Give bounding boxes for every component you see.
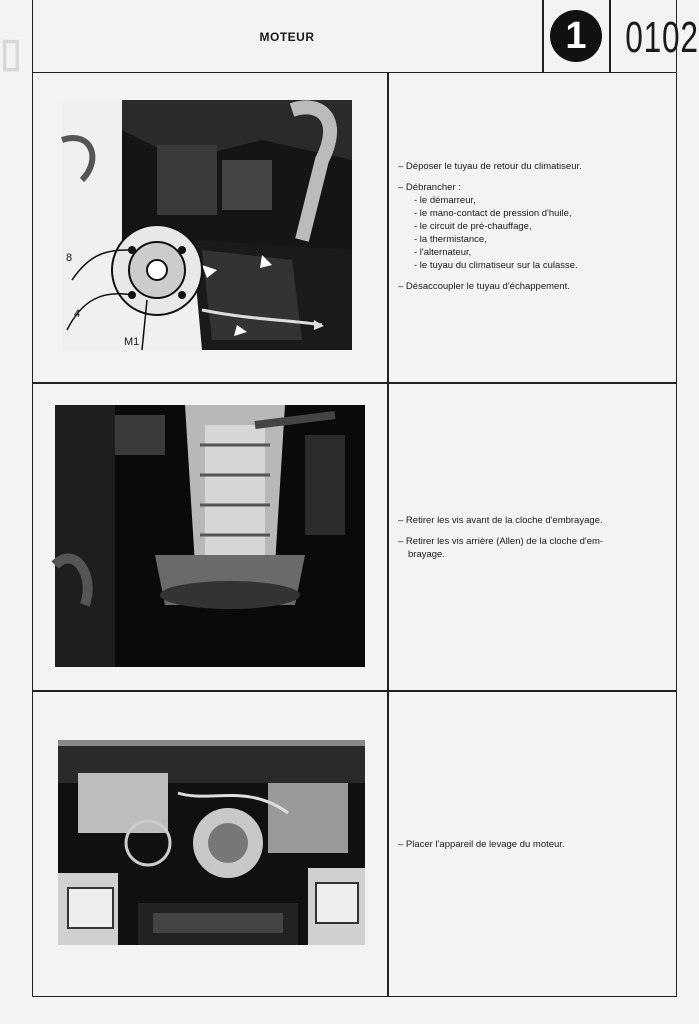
column-divider <box>387 72 389 996</box>
sub-item: - l'alternateur, <box>414 247 472 258</box>
page-header <box>32 0 699 73</box>
instruction-text: – Débrancher : <box>398 182 461 193</box>
instructions-step-3 <box>398 838 663 859</box>
instruction-continuation: brayage. <box>408 549 445 560</box>
header-divider <box>609 0 611 72</box>
instruction-text: – Retirer les vis arrière (Allen) de la cloche d'em- <box>398 536 604 547</box>
instruction: – Désaccoupler le tuyau d'échappement. <box>398 281 570 292</box>
instruction: – Placer l'appareil de levage du moteur. <box>398 839 565 850</box>
bleed-through-mark: ▯ <box>0 31 23 75</box>
instruction: – Retirer les vis avant de la cloche d'embrayage. <box>398 515 603 526</box>
sub-item: - le circuit de pré-chauffage, <box>414 221 532 232</box>
sub-item: - le tuyau du climatiseur sur la culasse. <box>414 260 578 271</box>
instructions-step-1 <box>398 160 663 301</box>
sub-item: - la thermistance, <box>414 234 487 245</box>
instructions-step-2 <box>398 514 663 569</box>
instruction <box>398 535 663 561</box>
photo-engine-bay-top <box>58 743 365 945</box>
page-code: 0102 <box>625 13 699 62</box>
header-divider <box>542 0 544 72</box>
photo-engine-side <box>62 100 352 350</box>
instruction <box>398 181 663 194</box>
sub-item: - le mano-contact de pression d'huile, <box>414 208 572 219</box>
photo-gearbox <box>55 405 365 667</box>
page-title: MOTEUR <box>259 30 315 44</box>
photo-label: 8 <box>66 252 73 264</box>
row-divider <box>32 382 677 384</box>
row-divider <box>32 690 677 692</box>
section-badge: 1 <box>550 10 602 62</box>
photo-label: M1 <box>124 336 140 348</box>
sub-item: - le démarreur, <box>414 195 476 206</box>
instruction: – Déposer le tuyau de retour du climatiseur. <box>398 161 582 172</box>
photo-label: 4 <box>74 308 81 320</box>
sub-list <box>398 194 663 272</box>
